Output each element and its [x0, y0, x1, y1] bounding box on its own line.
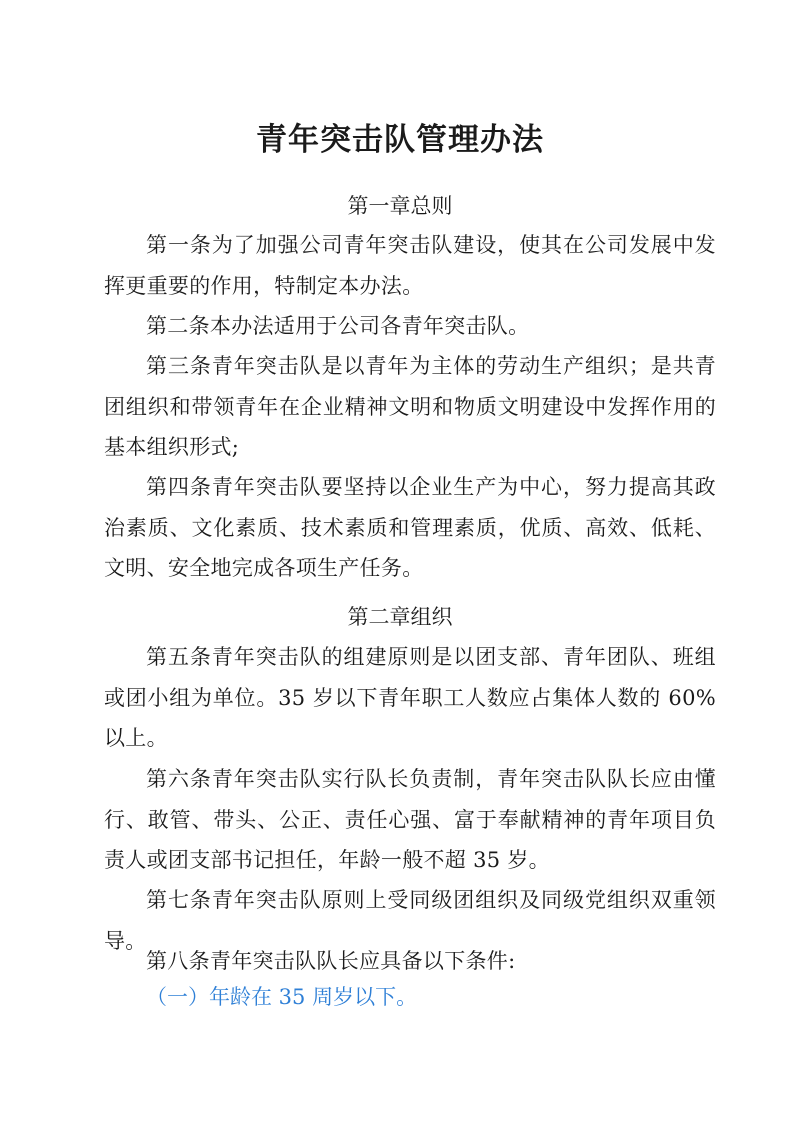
article-7: 第七条青年突击队原则上受同级团组织及同级党组织双重领导。: [104, 888, 716, 953]
chapter-1-heading: 第一章总则: [347, 194, 453, 218]
article-6: 第六条青年突击队实行队长负责制，青年突击队队长应由懂行、敢管、带头、公正、责任心强、富于奉献精神的青年项目负责人或团支部书记担任，年龄一般不超 35 岁。: [104, 767, 716, 872]
document-title: 青年突击队管理办法: [256, 122, 544, 158]
list-item-1: （一）年龄在 35 周岁以下。: [146, 985, 418, 1009]
article-3: 第三条青年突击队是以青年为主体的劳动生产组织；是共青团组织和带领青年在企业精神文明和物质文明建设中发挥作用的基本组织形式;: [104, 354, 716, 459]
article-2: 第二条本办法适用于公司各青年突击队。: [146, 314, 530, 338]
article-5: 第五条青年突击队的组建原则是以团支部、青年团队、班组或团小组为单位。35 岁以下青年职工人数应占集体人数的 60% 以上。: [104, 645, 716, 750]
article-8: 第八条青年突击队队长应具备以下条件:: [146, 949, 516, 973]
chapter-2-heading: 第二章组织: [347, 605, 453, 629]
article-1: 第一条为了加强公司青年突击队建设，使其在公司发展中发挥更重要的作用，特制定本办法。: [104, 233, 716, 298]
article-4: 第四条青年突击队要坚持以企业生产为中心，努力提高其政治素质、文化素质、技术素质和管理素质，优质、高效、低耗、文明、安全地完成各项生产任务。: [104, 475, 716, 580]
